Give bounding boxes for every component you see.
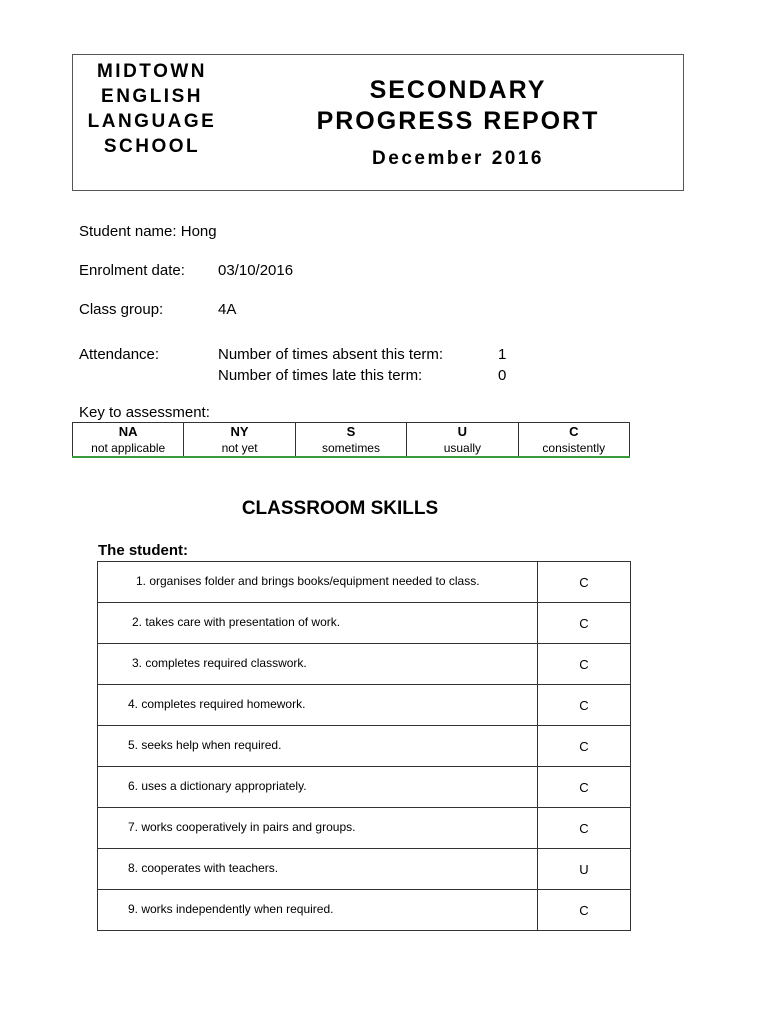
- table-row: [98, 685, 631, 726]
- table-row: [98, 644, 631, 685]
- enrolment-value: 03/10/2016: [218, 262, 294, 279]
- key-code: NY: [230, 424, 249, 439]
- table-row: [98, 603, 631, 644]
- assessment-key-table: [72, 422, 630, 458]
- student-name: Student name: Hong: [79, 223, 217, 240]
- section-title: CLASSROOM SKILLS: [241, 498, 439, 519]
- table-row: [98, 849, 631, 890]
- key-cell: [518, 423, 629, 458]
- key-code: C: [569, 424, 579, 439]
- table-row: [98, 767, 631, 808]
- key-code: S: [346, 424, 356, 439]
- late-value: 0: [498, 367, 507, 384]
- key-cell: [295, 423, 406, 458]
- report-date: December 2016: [372, 148, 544, 169]
- school-name-line: MIDTOWN: [96, 61, 208, 82]
- skill-grade: C: [538, 644, 631, 685]
- key-description: usually: [443, 441, 482, 455]
- skill-text: 2. takes care with presentation of work.: [98, 603, 538, 644]
- school-name: [87, 59, 217, 159]
- key-description: consistently: [542, 441, 606, 455]
- late-label: Number of times late this term:: [218, 367, 423, 384]
- table-row: [98, 726, 631, 767]
- skill-text: 4. completes required homework.: [98, 685, 538, 726]
- class-group-label: Class group:: [79, 301, 164, 318]
- skill-grade: C: [538, 890, 631, 931]
- table-row: [98, 890, 631, 931]
- table-row: [98, 562, 631, 603]
- report-title-line: SECONDARY: [369, 76, 547, 104]
- attendance-label: Attendance:: [79, 346, 160, 363]
- school-name-line: SCHOOL: [103, 136, 201, 157]
- report-title-line: PROGRESS REPORT: [316, 107, 600, 135]
- absent-value: 1: [498, 346, 507, 363]
- class-group-value: 4A: [218, 301, 237, 318]
- skill-grade: C: [538, 726, 631, 767]
- skill-grade: C: [538, 685, 631, 726]
- key-code: NA: [118, 424, 138, 439]
- absent-label: Number of times absent this term:: [218, 346, 444, 363]
- classroom-skills-table: [97, 561, 631, 931]
- skill-text: 6. uses a dictionary appropriately.: [98, 767, 538, 808]
- report-header: [72, 54, 684, 191]
- skill-grade: C: [538, 767, 631, 808]
- school-name-line: LANGUAGE: [87, 111, 217, 132]
- skill-grade: C: [538, 603, 631, 644]
- skill-text: 1. organises folder and brings books/equipment needed to class.: [98, 562, 538, 603]
- skill-text: 5. seeks help when required.: [98, 726, 538, 767]
- school-name-line: ENGLISH: [101, 86, 203, 107]
- key-cell: [73, 423, 184, 458]
- skill-text: 9. works independently when required.: [98, 890, 538, 931]
- assessment-key-label: Key to assessment:: [79, 404, 210, 421]
- skill-text: 3. completes required classwork.: [98, 644, 538, 685]
- skill-text: 8. cooperates with teachers.: [98, 849, 538, 890]
- student-subtitle: The student:: [98, 542, 188, 559]
- key-description: not applicable: [91, 441, 166, 455]
- enrolment-label: Enrolment date:: [79, 262, 185, 279]
- key-cell: [184, 423, 295, 458]
- key-cell: [407, 423, 518, 458]
- skill-grade: C: [538, 562, 631, 603]
- report-title: [305, 75, 611, 137]
- skill-grade: C: [538, 808, 631, 849]
- skill-grade: U: [538, 849, 631, 890]
- key-code: U: [457, 424, 468, 439]
- key-description: sometimes: [321, 441, 380, 455]
- key-description: not yet: [221, 441, 258, 455]
- skill-text: 7. works cooperatively in pairs and groups.: [98, 808, 538, 849]
- table-row: [98, 808, 631, 849]
